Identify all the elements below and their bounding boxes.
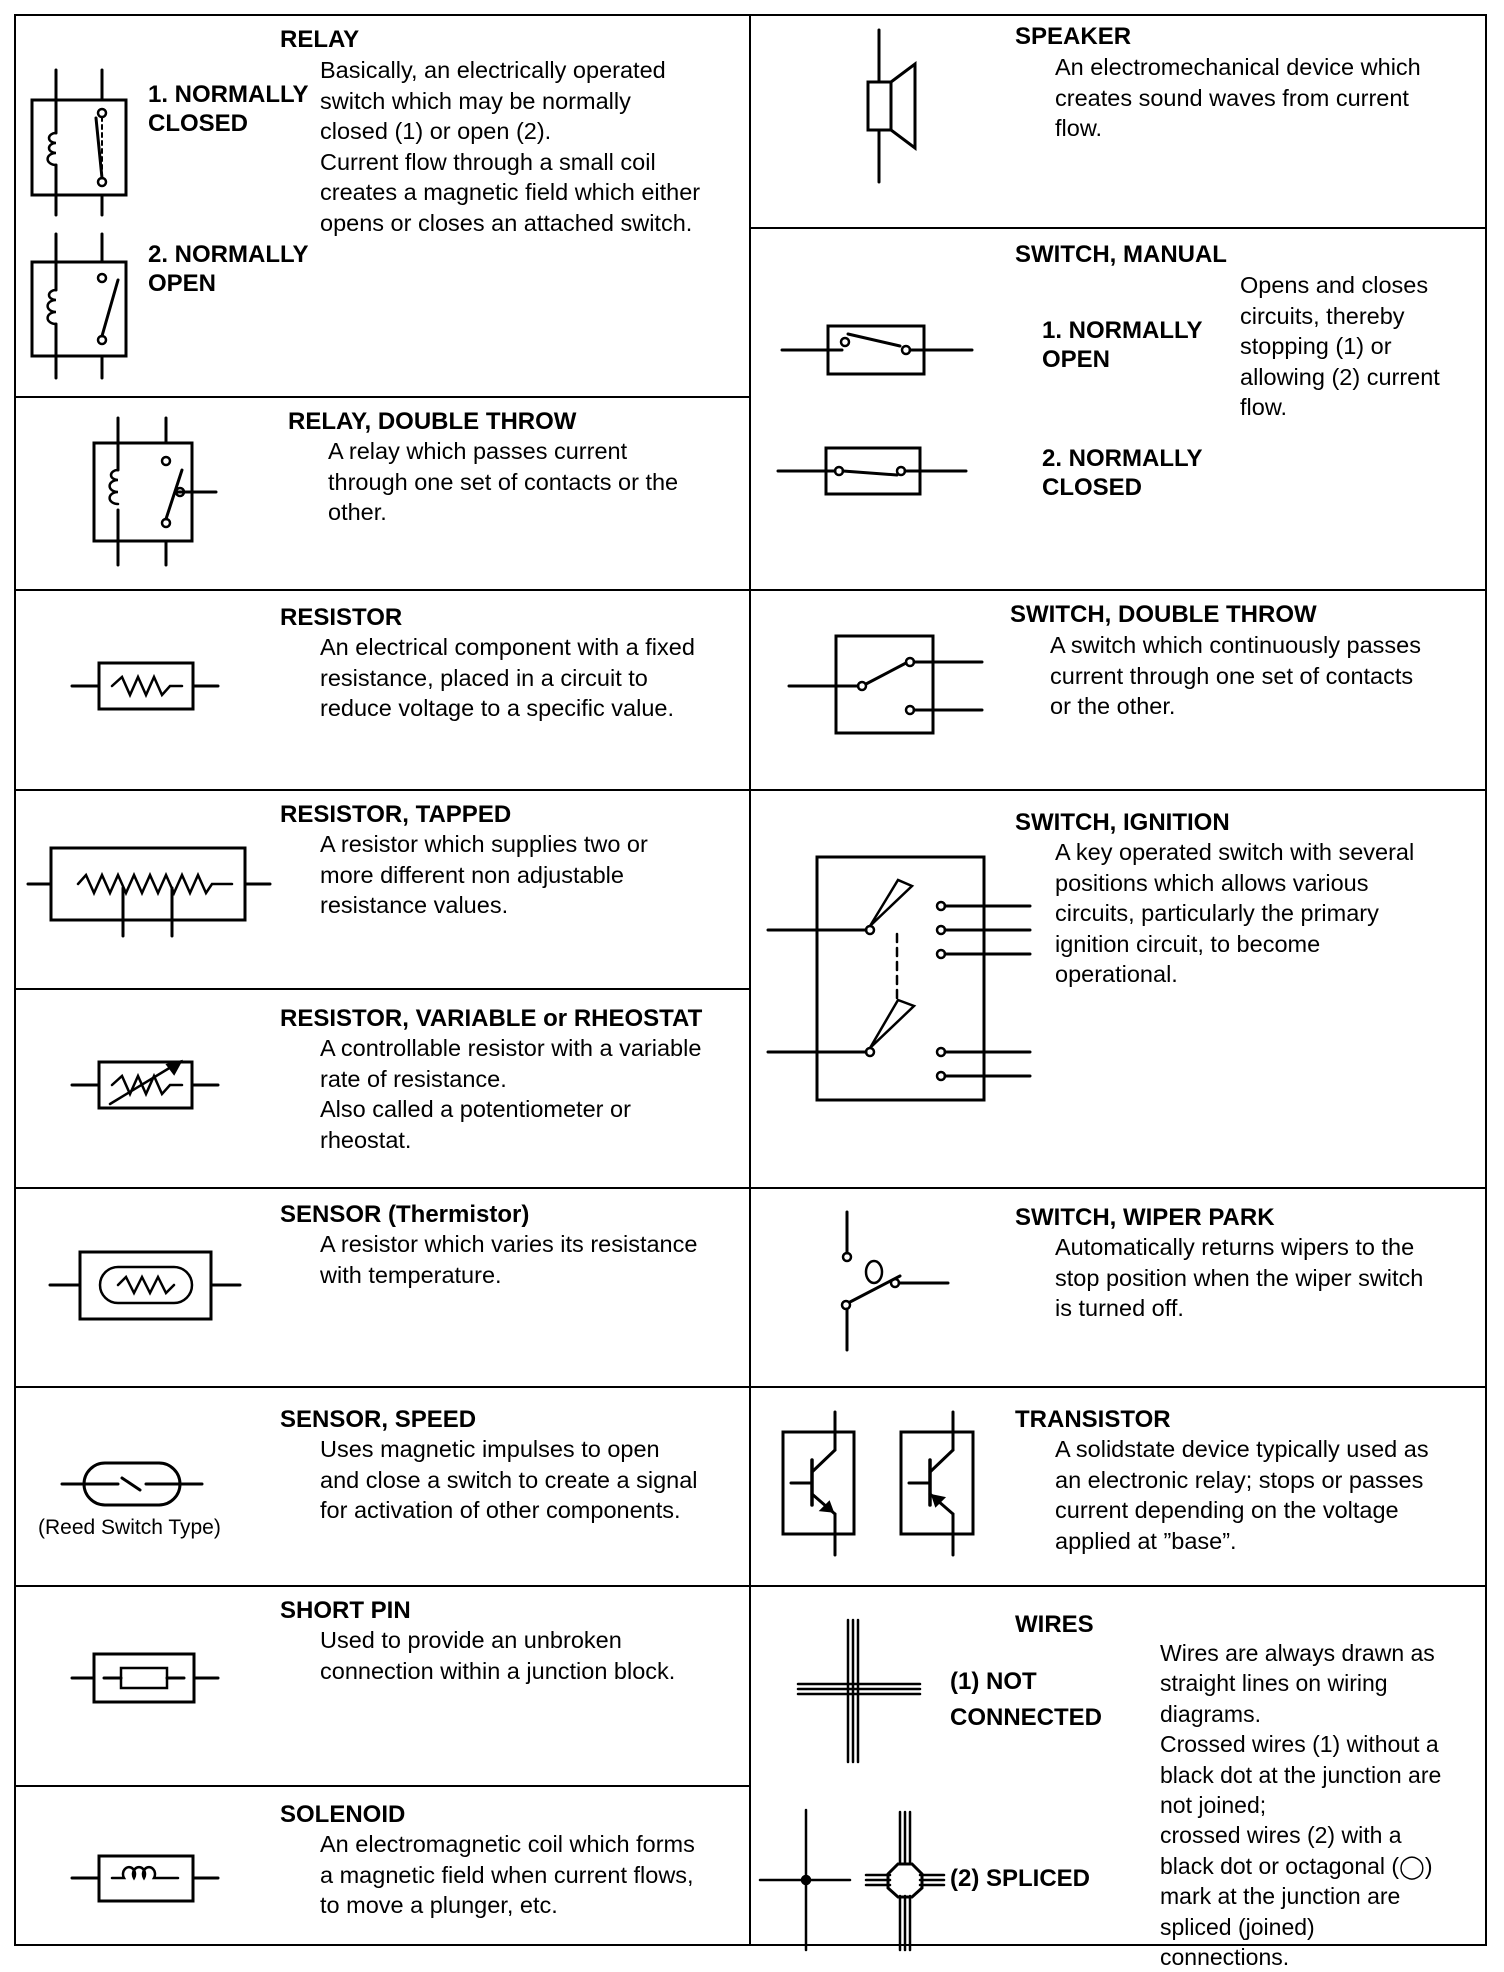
switch-normally-closed-icon — [778, 448, 966, 494]
short-pin-icon — [72, 1654, 218, 1702]
short-pin-title: SHORT PIN — [280, 1597, 411, 1624]
resistor-tapped-title: RESISTOR, TAPPED — [280, 801, 512, 828]
ignition-switch-icon — [768, 857, 1030, 1100]
reed-switch-caption: (Reed Switch Type) — [38, 1516, 221, 1539]
switch-ignition-title: SWITCH, IGNITION — [1015, 809, 1230, 836]
switch-manual-description: Opens and closes circuits, thereby stopping (1) or allowing (2) current flow. — [1240, 272, 1440, 420]
wiper-park-switch-icon — [842, 1212, 948, 1350]
resistor-variable-title: RESISTOR, VARIABLE or RHEOSTAT — [280, 1005, 703, 1032]
sensor-thermistor-title: SENSOR (Thermistor) — [280, 1201, 530, 1228]
spliced-wires-icon — [760, 1810, 944, 1950]
solenoid-icon — [72, 1856, 218, 1901]
short-pin-description: Used to provide an unbroken connection within a junction block. — [320, 1627, 676, 1684]
relay-title: RELAY — [280, 26, 360, 53]
switch-manual-variant-normally-closed: 2. NORMALLY CLOSED — [1042, 445, 1203, 501]
transistor-npn-icon — [901, 1412, 973, 1555]
switch-double-throw-description: A switch which continuously passes current through one set of contacts or the other. — [1050, 632, 1421, 719]
transistor-title: TRANSISTOR — [1015, 1406, 1171, 1433]
thermistor-icon — [50, 1252, 240, 1319]
switch-manual-title: SWITCH, MANUAL — [1015, 241, 1227, 268]
relay-variant-normally-open: 2. NORMALLY OPEN — [148, 241, 309, 297]
switch-double-throw-title: SWITCH, DOUBLE THROW — [1010, 601, 1317, 628]
switch-normally-open-icon — [782, 326, 972, 374]
sensor-thermistor-description: A resistor which varies its resistance with temperature. — [320, 1231, 698, 1288]
switch-wiper-park-description: Automatically returns wipers to the stop position when the wiper switch is turned off. — [1055, 1234, 1424, 1321]
wires-variant-spliced: (2) SPLICED — [950, 1865, 1091, 1892]
sensor-speed-description: Uses magnetic impulses to open and close a switch to create a signal for activation of other components. — [320, 1436, 698, 1523]
resistor-description: An electrical component with a fixed resistance, placed in a circuit to reduce voltage to a specific value. — [320, 634, 695, 721]
resistor-tapped-description: A resistor which supplies two or more different non adjustable resistance values. — [320, 831, 648, 918]
switch-double-throw-icon — [789, 636, 982, 733]
reed-switch-icon — [62, 1463, 202, 1505]
resistor-icon — [72, 663, 218, 709]
relay-description: Basically, an electrically operated switch which may be normally closed (1) or open (2). Current flow through a small coil creates a magnetic field which either opens or closes an attached switch. — [320, 57, 701, 236]
resistor-variable-description: A controllable resistor with a variable rate of resistance. Also called a potentiometer or rheostat. — [320, 1035, 702, 1153]
relay-normally-open-icon — [32, 234, 126, 378]
switch-wiper-park-title: SWITCH, WIPER PARK — [1015, 1204, 1275, 1231]
solenoid-description: An electromagnetic coil which forms a magnetic field when current flows, to move a plunger, etc. — [320, 1831, 695, 1918]
speaker-icon — [868, 30, 915, 182]
sensor-speed-title: SENSOR, SPEED — [280, 1406, 477, 1433]
crossed-wires-icon — [798, 1620, 920, 1762]
transistor-description: A solidstate device typically used as an electronic relay; stops or passes current depending on the voltage applied at ”base”. — [1055, 1436, 1429, 1554]
resistor-variable-icon — [72, 1062, 218, 1108]
resistor-tapped-icon — [28, 848, 270, 936]
switch-ignition-description: A key operated switch with several positions which allows various circuits, particularly the primary ignition circuit, to become operational. — [1055, 839, 1415, 987]
relay-variant-normally-closed: 1. NORMALLY CLOSED — [148, 81, 309, 137]
relay-normally-closed-icon — [32, 70, 126, 215]
speaker-title: SPEAKER — [1015, 23, 1132, 50]
wires-variant-not-connected: (1) NOT CONNECTED — [950, 1668, 1103, 1731]
relay-double-throw-icon — [94, 418, 216, 565]
relay-double-throw-title: RELAY, DOUBLE THROW — [288, 408, 577, 435]
switch-manual-variant-normally-open: 1. NORMALLY OPEN — [1042, 317, 1203, 373]
wires-title: WIRES — [1015, 1611, 1094, 1638]
resistor-title: RESISTOR — [280, 604, 403, 631]
solenoid-title: SOLENOID — [280, 1801, 406, 1828]
relay-double-throw-description: A relay which passes current through one set of contacts or the other. — [328, 438, 679, 525]
transistor-pnp-icon — [783, 1412, 854, 1555]
speaker-description: An electromechanical device which creates sound waves from current flow. — [1055, 54, 1421, 141]
wires-description: Wires are always drawn as straight lines on wiring diagrams. Crossed wires (1) without a black dot at the junction are not joined; crossed wires (2) with a black dot or octagonal (◯) mark at the junction are spliced (joined) connections. — [1160, 1640, 1442, 1971]
